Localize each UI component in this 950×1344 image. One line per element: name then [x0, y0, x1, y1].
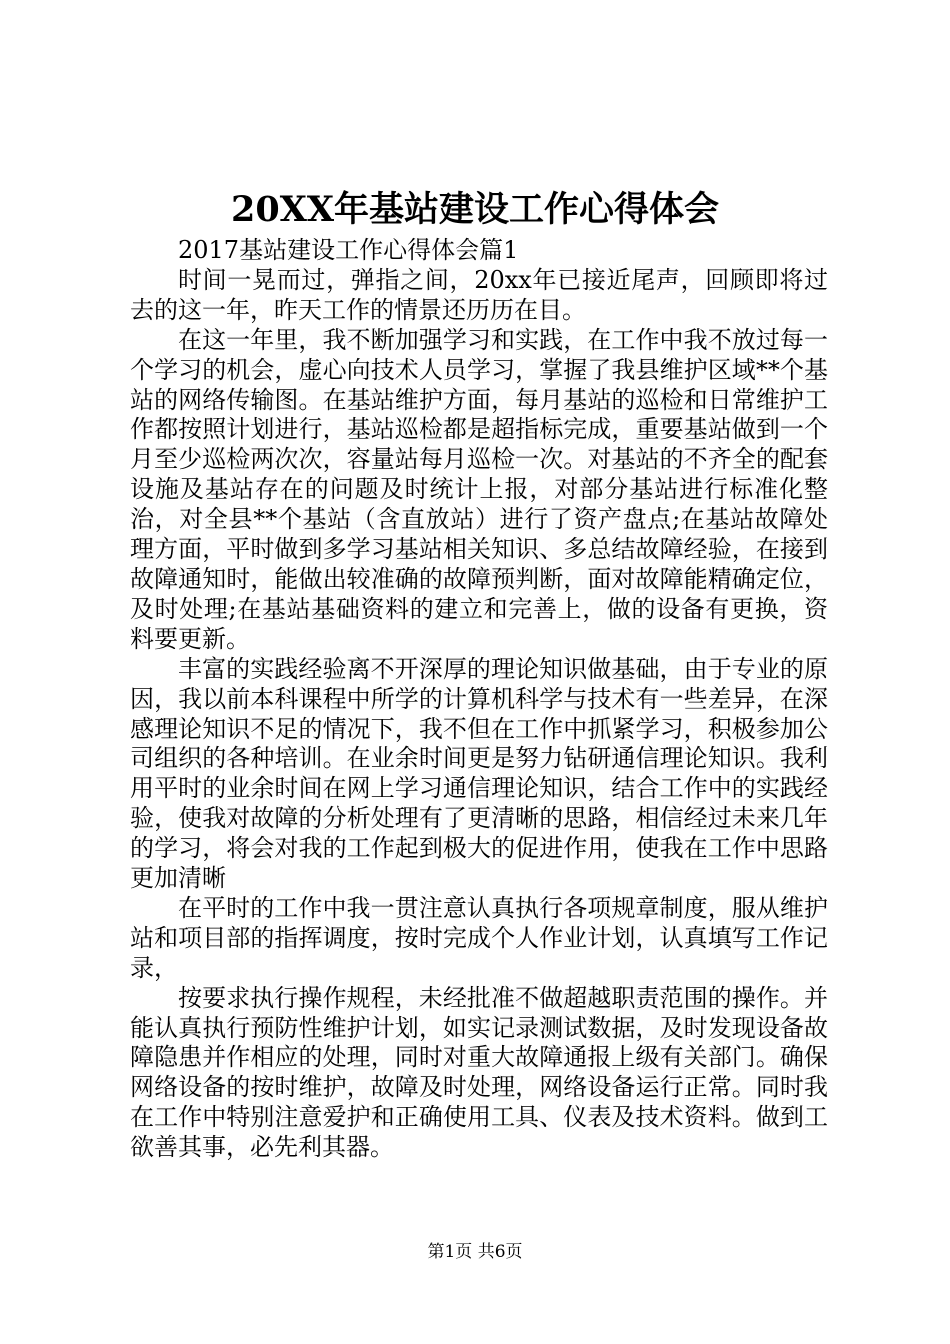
document-body — [130, 236, 828, 1163]
body-paragraph: 在平时的工作中我一贯注意认真执行各项规章制度，服从维护站和项目部的指挥调度，按时完成个人作业计划，认真填写工作记录， — [130, 893, 828, 982]
subtitle-paragraph: 2017基站建设工作心得体会篇1 — [178, 236, 519, 264]
body-paragraph: 丰富的实践经验离不开深厚的理论知识做基础，由于专业的原因，我以前本科课程中所学的计算机科学与技术有一些差异，在深感理论知识不足的情况下，我不但在工作中抓紧学习，积极参加公司组织的各种培训。在业余时间更是努力钻研通信理论知识。我利用平时的业余时间在网上学习通信理论知识，结合工作中的实践经验，使我对故障的分析处理有了更清晰的思路，相信经过未来几年的学习，将会对我的工作起到极大的促进作用，使我在工作中思路更加清晰 — [130, 654, 828, 893]
page-number-footer: 第1页 共6页 — [427, 1242, 523, 1262]
body-paragraph: 时间一晃而过，弹指之间，20xx年已接近尾声，回顾即将过去的这一年，昨天工作的情景还历历在目。 — [130, 265, 828, 324]
page-title: 20XX年基站建设工作心得体会 — [230, 189, 720, 230]
body-paragraph: 按要求执行操作规程，未经批准不做超越职责范围的操作。并能认真执行预防性维护计划，如实记录测试数据，及时发现设备故障隐患并作相应的处理，同时对重大故障通报上级有关部门。确保网络设备的按时维护，故障及时处理，网络设备运行正常。同时我在工作中特别注意爱护和正确使用工具、仪表及技术资料。做到工欲善其事，必先利其器。 — [130, 983, 828, 1162]
body-paragraph: 在这一年里，我不断加强学习和实践，在工作中我不放过每一个学习的机会，虚心向技术人员学习，掌握了我县维护区域**个基站的网络传输图。在基站维护方面，每月基站的巡检和日常维护工作都按照计划进行，基站巡检都是超指标完成，重要基站做到一个月至少巡检两次次，容量站每月巡检一次。对基站的不齐全的配套设施及基站存在的问题及时统计上报，对部分基站进行标准化整治，对全县**个基站（含直放站）进行了资产盘点;在基站故障处理方面，平时做到多学习基站相关知识、多总结故障经验，在接到故障通知时，能做出较准确的故障预判断，面对故障能精确定位，及时处理;在基站基础资料的建立和完善上，做的设备有更换，资料要更新。 — [130, 325, 828, 653]
